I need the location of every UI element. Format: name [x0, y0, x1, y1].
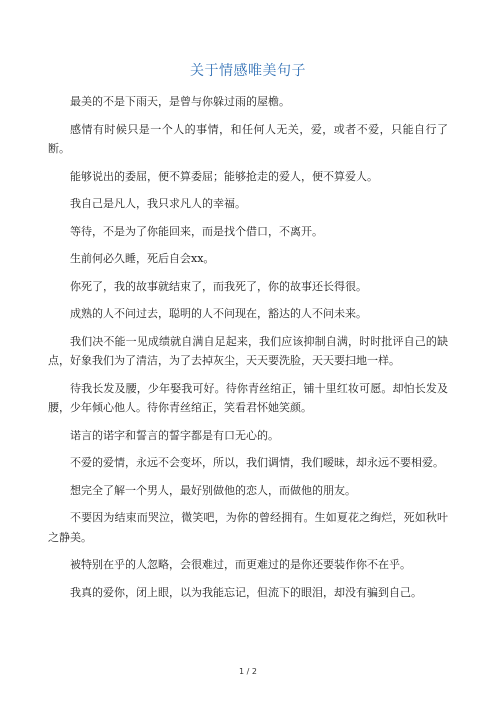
paragraph: 我们决不能一见成绩就自满自足起来，我们应该抑制自满，时时批评自己的缺点，好象我们为了清洁，为了去掉灰尘，天天要洗脸，天天要扫地一样。 — [48, 334, 448, 367]
paragraph: 等待，不是为了你能回来，而是找个借口，不离开。 — [70, 224, 323, 238]
paragraph: 想完全了解一个男人，最好别做他的恋人，而做他的朋友。 — [70, 483, 356, 497]
paragraph: 最美的不是下雨天，是曾与你躲过雨的屋檐。 — [70, 95, 290, 108]
paragraph: 我自己是凡人，我只求凡人的幸福。 — [70, 197, 246, 210]
paragraph: 你死了，我的故事就结束了，而我死了，你的故事还长得很。 — [70, 279, 367, 293]
paragraph: 成熟的人不问过去，聪明的人不问现在，豁达的人不问未来。 — [70, 307, 367, 320]
paragraph: 待我长发及腰，少年娶我可好。待你青丝绾正，铺十里红妆可愿。却怕长发及腰，少年倾心他人。待你青丝绾正，笑看君怀她笑颜。 — [48, 381, 448, 414]
document-body — [48, 92, 448, 610]
paragraph: 生前何必久睡，死后自会xx。 — [70, 252, 215, 265]
paragraph: 感情有时候只是一个人的事情，和任何人无关，爱，或者不爱，只能自行了断。 — [48, 122, 448, 155]
paragraph: 能够说出的委屈，便不算委屈；能够抢走的爱人，便不算爱人。 — [70, 169, 378, 183]
document-title: 关于情感唯美句子 — [190, 63, 306, 79]
paragraph: 诺言的诺字和誓言的誓字都是有口无心的。 — [70, 428, 279, 442]
paragraph: 我真的爱你，闭上眼，以为我能忘记，但流下的眼泪，却没有骗到自己。 — [70, 585, 422, 599]
paragraph: 被特别在乎的人忽略，会很难过，而更难过的是你还要装作你不在乎。 — [70, 558, 411, 571]
paragraph: 不要因为结束而哭泣，微笑吧，为你的曾经拥有。生如夏花之绚烂，死如秋叶之静美。 — [48, 511, 448, 544]
page-number: 1 / 2 — [239, 667, 257, 676]
paragraph: 不爱的爱情，永远不会变坏，所以，我们调情，我们暧昧，却永远不要相爱。 — [70, 456, 444, 469]
